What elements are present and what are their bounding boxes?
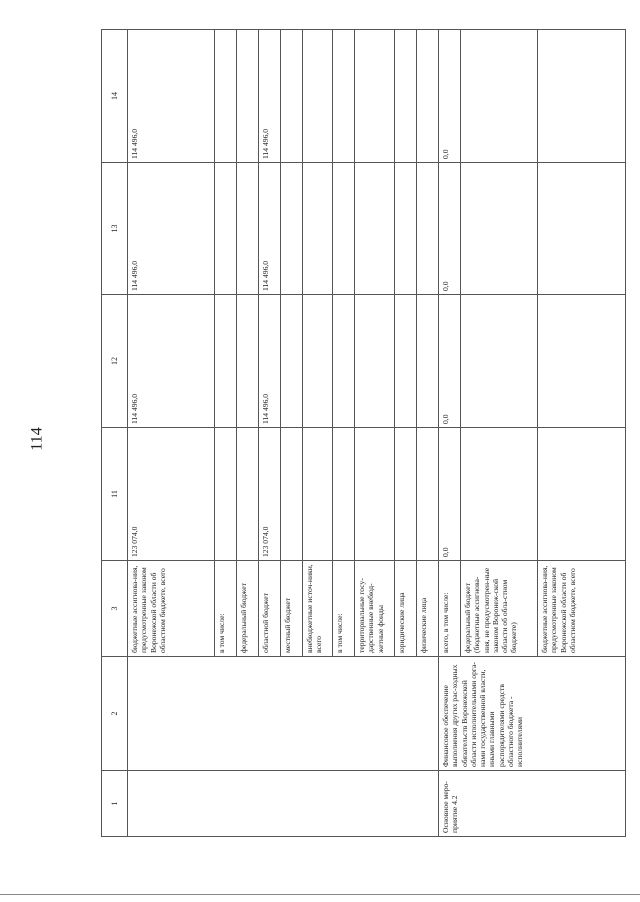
value-cell: 0,0 — [439, 428, 461, 561]
value-cell: 123 074,0 — [128, 428, 215, 561]
header-row — [102, 30, 128, 837]
value-cell — [303, 428, 333, 561]
value-cell — [395, 295, 417, 428]
value-cell: 0,0 — [439, 30, 461, 163]
value-cell — [333, 163, 355, 295]
header-col-3: 3 — [102, 561, 128, 657]
value-cell — [215, 295, 237, 428]
value-cell — [333, 30, 355, 163]
row-label: бюджетные ассигнова-ния, предусмотренные законом Воронежской области об областном бюджете, всего — [538, 561, 626, 657]
value-cell: 114 496,0 — [259, 163, 281, 295]
row-label: местный бюджет — [281, 561, 303, 657]
value-cell — [461, 428, 538, 561]
value-cell — [355, 295, 395, 428]
value-cell: 114 496,0 — [259, 30, 281, 163]
header-col-11: 11 — [102, 428, 128, 561]
row-label: областной бюджет — [259, 561, 281, 657]
value-cell: 114 496,0 — [259, 295, 281, 428]
value-cell — [395, 163, 417, 295]
page-number: 114 — [28, 427, 46, 451]
table-row — [439, 30, 461, 837]
empty-cell — [128, 771, 439, 837]
value-cell — [281, 163, 303, 295]
value-cell — [461, 295, 538, 428]
value-cell — [538, 295, 626, 428]
value-cell — [333, 428, 355, 561]
table-row — [128, 30, 215, 837]
row-label: в том числе: — [333, 561, 355, 657]
row-label: в том числе: — [215, 561, 237, 657]
budget-table — [101, 29, 626, 837]
value-cell — [461, 163, 538, 295]
row-label: федеральный бюджет (бюджетные ассигнова-ния, не предусмотрен-ные законом Воронеж-ской области об обла-стном бюджете) — [461, 561, 538, 657]
value-cell — [215, 30, 237, 163]
value-cell — [355, 163, 395, 295]
measure-name: Основное меро-приятие 4.2 — [439, 771, 626, 837]
budget-table-sheet — [101, 30, 603, 837]
value-cell — [281, 428, 303, 561]
value-cell — [538, 428, 626, 561]
header-col-1: 1 — [102, 771, 128, 837]
value-cell: 0,0 — [439, 295, 461, 428]
value-cell — [215, 428, 237, 561]
row-label: территориальные госу-дарственные внебюд-жетные фонды — [355, 561, 395, 657]
row-label: юридические лица — [395, 561, 417, 657]
value-cell — [303, 295, 333, 428]
empty-cell — [128, 657, 439, 771]
value-cell — [237, 30, 259, 163]
row-label: физические лица — [417, 561, 439, 657]
value-cell: 114 496,0 — [128, 295, 215, 428]
value-cell — [303, 30, 333, 163]
row-label: федеральный бюджет — [237, 561, 259, 657]
scan-edge-divider — [0, 894, 640, 895]
value-cell — [303, 163, 333, 295]
measure-description: Финансовое обеспечение выполнения других рас-ходных обязательств Воронежской области исполнительными орга-нами государственной власти, иными главными распорядителями средств областного бюджета - исполнителями — [439, 657, 626, 771]
value-cell: 0,0 — [439, 163, 461, 295]
value-cell — [215, 163, 237, 295]
value-cell — [417, 428, 439, 561]
value-cell — [237, 428, 259, 561]
value-cell — [281, 295, 303, 428]
value-cell — [333, 295, 355, 428]
value-cell — [355, 428, 395, 561]
rotated-table-frame — [101, 30, 603, 837]
value-cell — [237, 163, 259, 295]
header-col-12: 12 — [102, 295, 128, 428]
value-cell — [417, 163, 439, 295]
value-cell — [281, 30, 303, 163]
row-label: внебюджетные источ-ники, всего — [303, 561, 333, 657]
value-cell: 114 496,0 — [128, 30, 215, 163]
value-cell — [237, 295, 259, 428]
row-label: бюджетные ассигнова-ния, предусмотренные законом Воронежской области об областном бюджете, всего — [128, 561, 215, 657]
value-cell: 123 074,0 — [259, 428, 281, 561]
value-cell — [538, 30, 626, 163]
value-cell — [461, 30, 538, 163]
header-col-14: 14 — [102, 30, 128, 163]
value-cell — [417, 30, 439, 163]
header-col-2: 2 — [102, 657, 128, 771]
value-cell — [538, 163, 626, 295]
header-col-13: 13 — [102, 163, 128, 295]
value-cell: 114 496,0 — [128, 163, 215, 295]
value-cell — [417, 295, 439, 428]
value-cell — [395, 428, 417, 561]
value-cell — [355, 30, 395, 163]
value-cell — [395, 30, 417, 163]
row-label: всего, в том числе: — [439, 561, 461, 657]
